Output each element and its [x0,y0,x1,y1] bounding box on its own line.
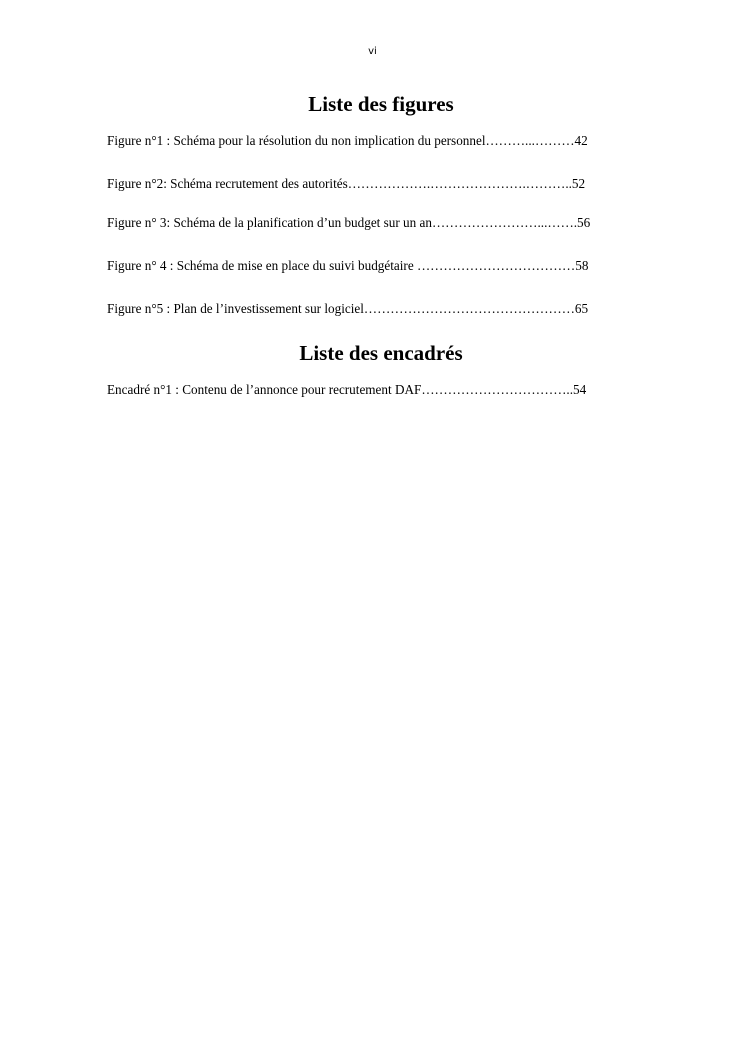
box-entry-1: Encadré n°1 : Contenu de l’annonce pour recrutement DAF……………………………..54 [107,382,587,397]
list-of-boxes-title: Liste des encadrés [299,341,463,365]
page-number: vi [368,46,377,57]
figure-entry-1: Figure n°1 : Schéma pour la résolution du non implication du personnel………...………42 [107,133,588,148]
figure-entry-3: Figure n° 3: Schéma de la planification d’un budget sur un an……………………...…….56 [107,215,591,230]
list-of-figures-title: Liste des figures [308,92,454,116]
figure-entry-2: Figure n°2: Schéma recrutement des autorités……………….………………….………..52 [107,176,586,191]
figure-entry-5: Figure n°5 : Plan de l’investissement sur logiciel…………………………………………65 [107,301,589,316]
figure-entry-4: Figure n° 4 : Schéma de mise en place du suivi budgétaire ………………………………58 [107,258,589,273]
